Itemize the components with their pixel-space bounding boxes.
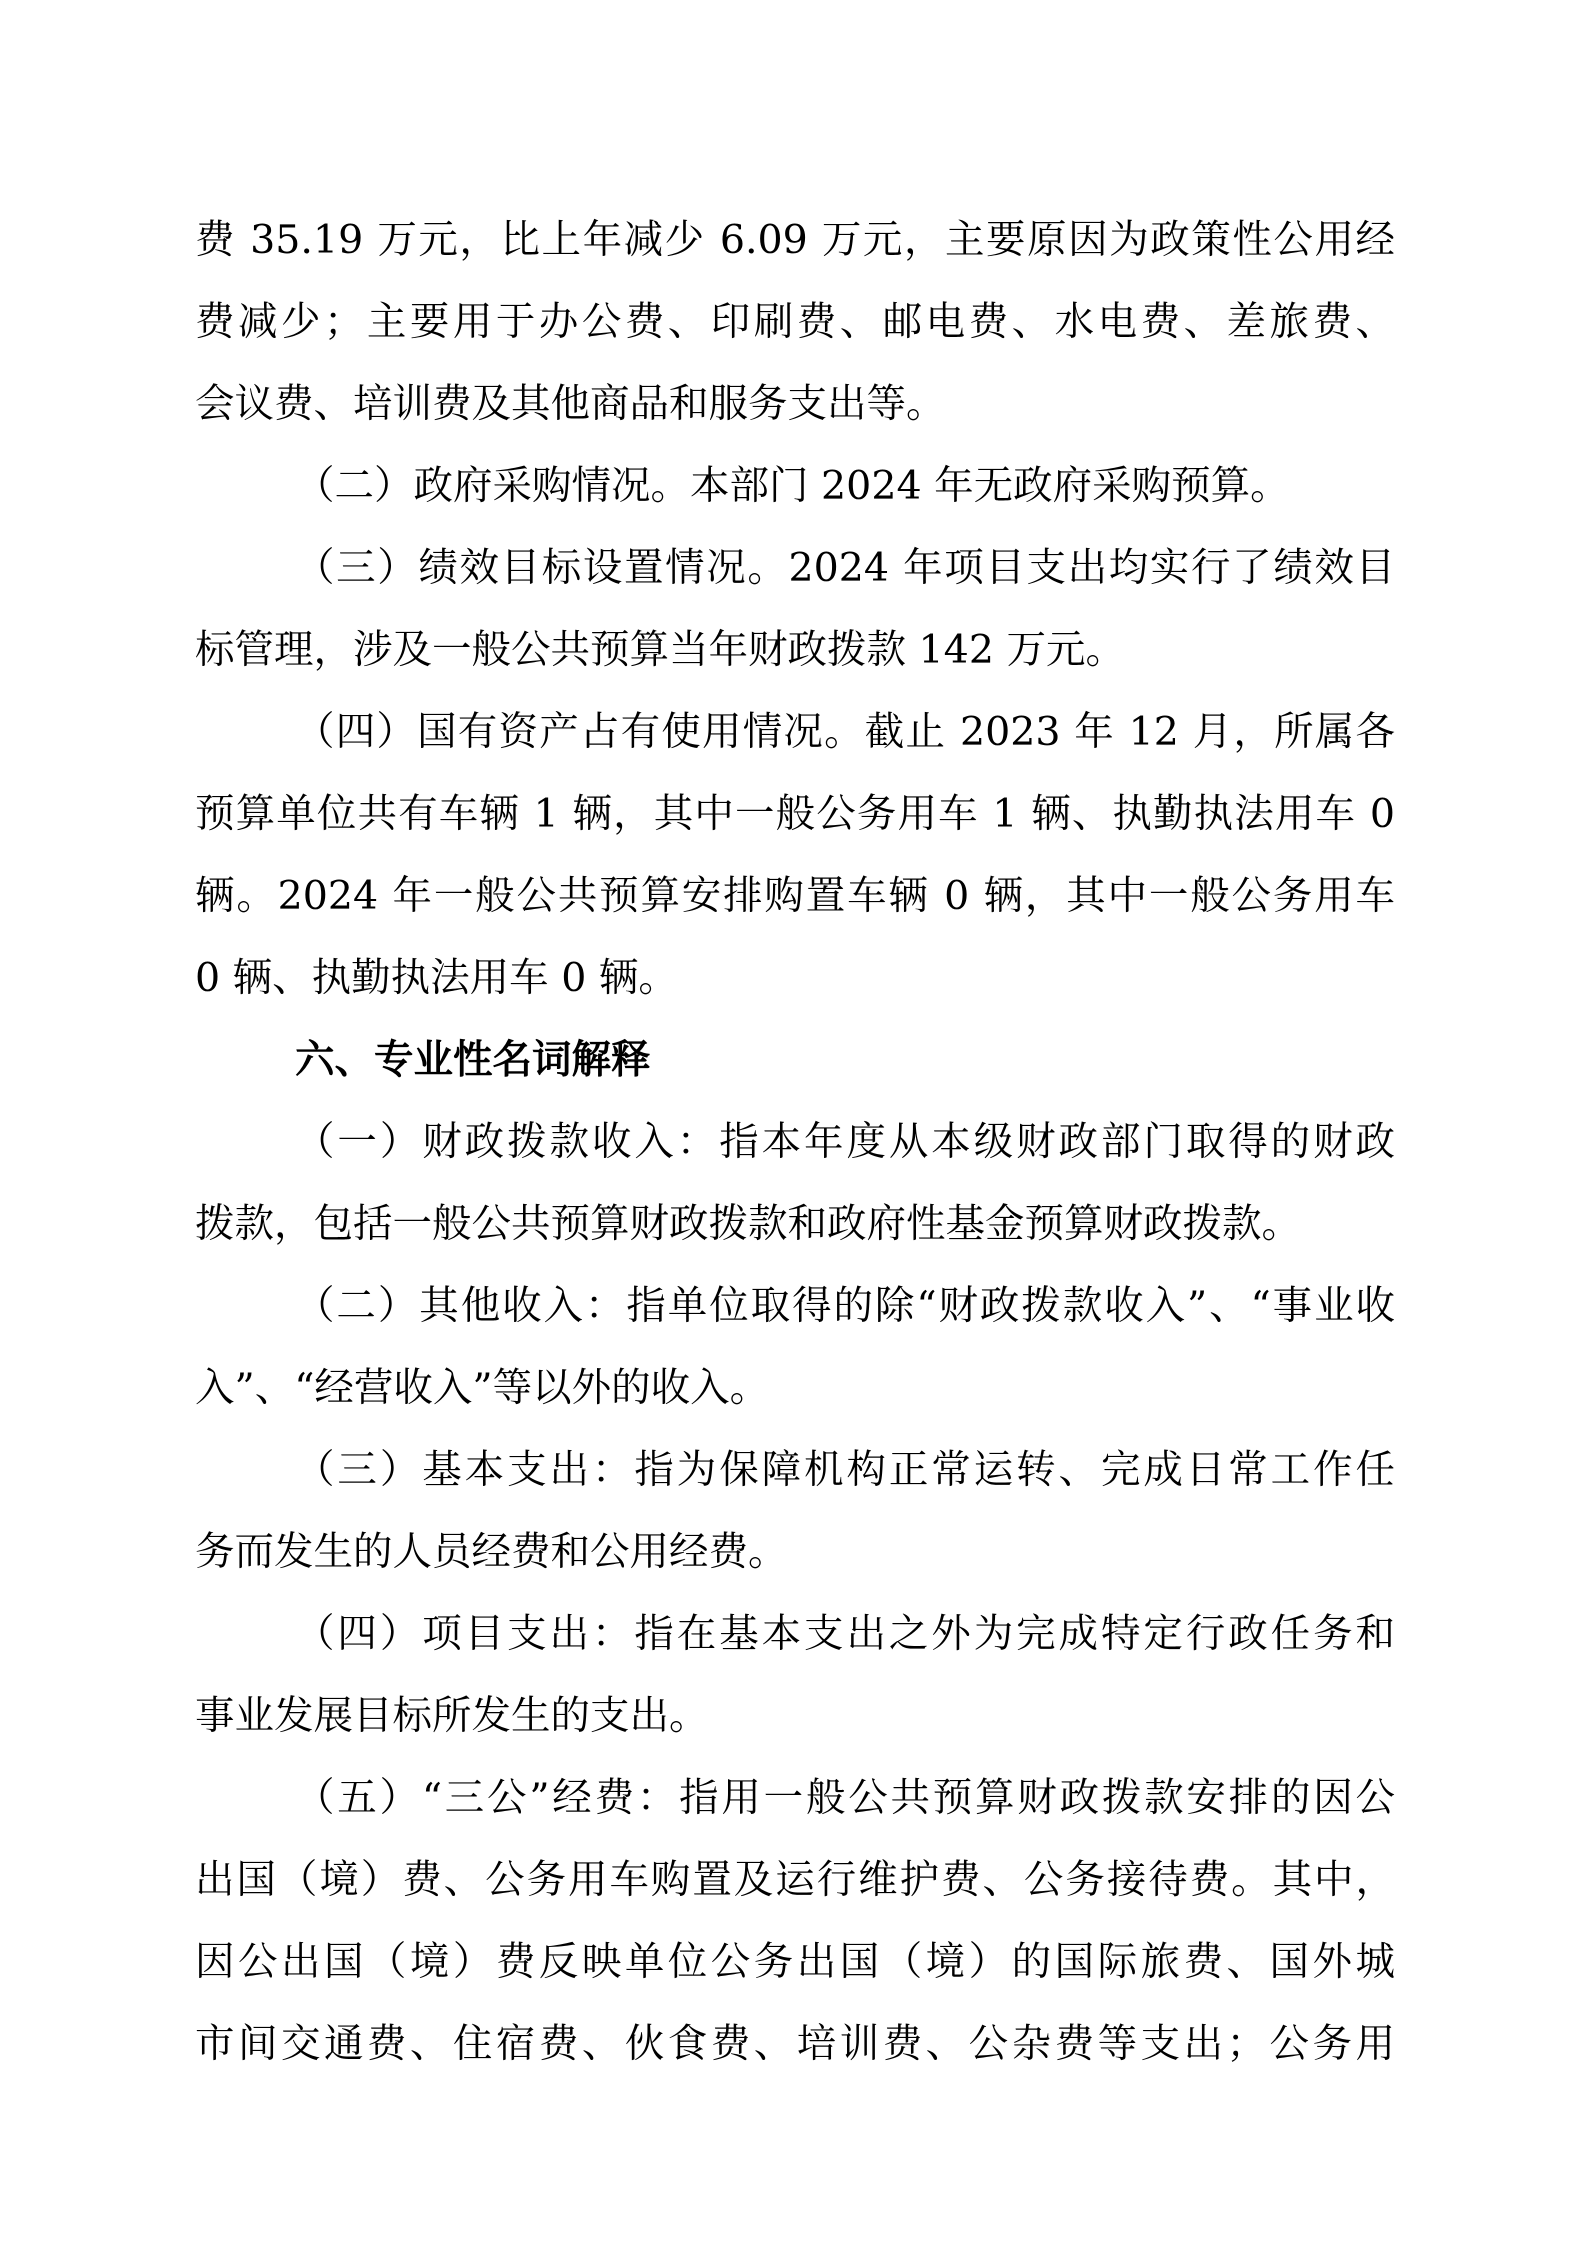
paragraph-line: 辆。2024 年一般公共预算安排购置车辆 0 辆，其中一般公务用车: [195, 873, 1395, 919]
paragraph-line: （二）其他收入：指单位取得的除“财政拨款收入”、“事业收: [295, 1283, 1395, 1329]
paragraph-line: 拨款，包括一般公共预算财政拨款和政府性基金预算财政拨款。: [195, 1201, 1301, 1247]
paragraph-line: （三）绩效目标设置情况。2024 年项目支出均实行了绩效目: [295, 545, 1395, 591]
paragraph-line: 费 35.19 万元，比上年减少 6.09 万元，主要原因为政策性公用经: [195, 217, 1395, 263]
paragraph-line: 标管理，涉及一般公共预算当年财政拨款 142 万元。: [195, 627, 1126, 673]
paragraph-line: （四）项目支出：指在基本支出之外为完成特定行政任务和: [295, 1611, 1395, 1657]
paragraph-line: （四）国有资产占有使用情况。截止 2023 年 12 月，所属各: [295, 709, 1395, 755]
paragraph-line: （三）基本支出：指为保障机构正常运转、完成日常工作任: [295, 1447, 1395, 1493]
paragraph-line: （二）政府采购情况。本部门 2024 年无政府采购预算。: [295, 463, 1290, 509]
paragraph-line: 费减少；主要用于办公费、印刷费、邮电费、水电费、差旅费、: [195, 299, 1395, 345]
paragraph-line: 市间交通费、住宿费、伙食费、培训费、公杂费等支出；公务用: [195, 2021, 1395, 2067]
paragraph-line: 入”、“经营收入”等以外的收入。: [195, 1365, 770, 1411]
paragraph-line: 务而发生的人员经费和公用经费。: [195, 1529, 788, 1575]
paragraph-line: （五）“三公”经费：指用一般公共预算财政拨款安排的因公: [295, 1775, 1395, 1821]
paragraph-line: 事业发展目标所发生的支出。: [195, 1693, 709, 1739]
section-heading: 六、专业性名词解释: [295, 1037, 651, 1083]
paragraph-line: 因公出国（境）费反映单位公务出国（境）的国际旅费、国外城: [195, 1939, 1395, 1985]
paragraph-line: （一）财政拨款收入：指本年度从本级财政部门取得的财政: [295, 1119, 1395, 1165]
paragraph-line: 会议费、培训费及其他商品和服务支出等。: [195, 381, 946, 427]
document-body: [195, 208, 1395, 2094]
paragraph-line: 预算单位共有车辆 1 辆，其中一般公务用车 1 辆、执勤执法用车 0: [195, 791, 1395, 837]
paragraph-line: 出国（境）费、公务用车购置及运行维护费、公务接待费。其中，: [195, 1857, 1395, 1903]
paragraph-line: 0 辆、执勤执法用车 0 辆。: [195, 955, 678, 1001]
